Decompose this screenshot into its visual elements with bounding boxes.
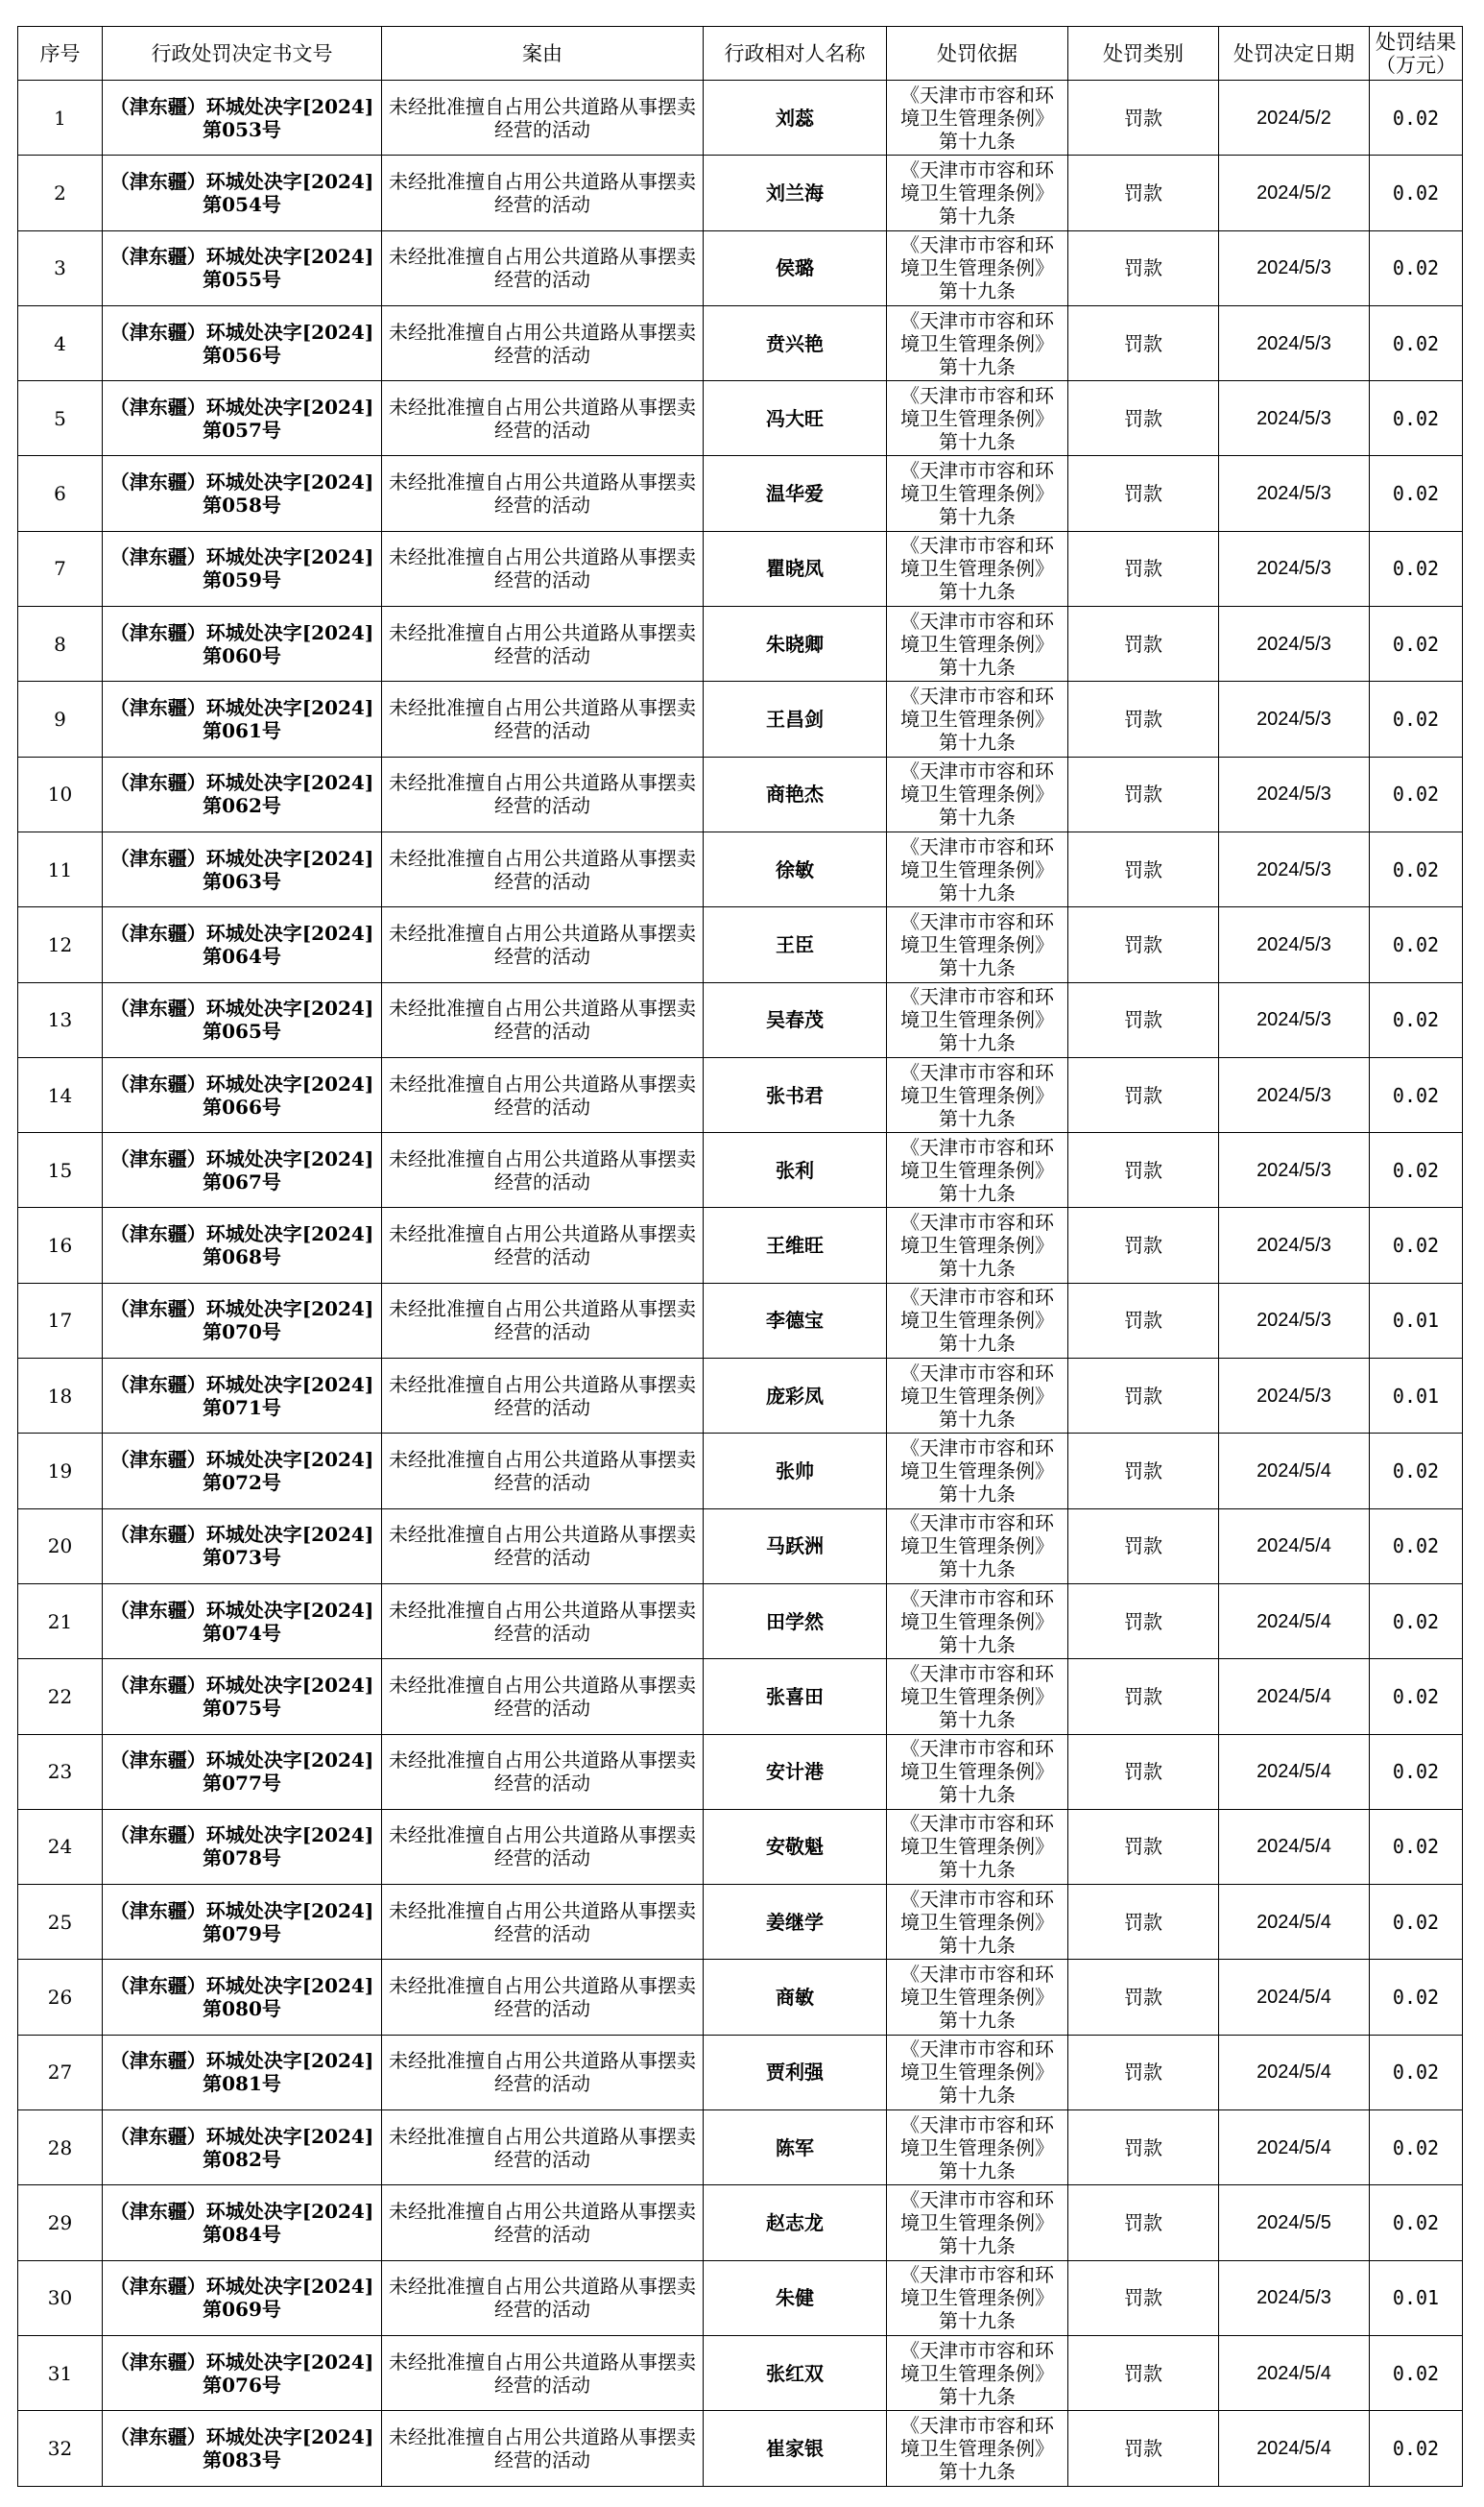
cell-date: 2024/5/4 bbox=[1219, 2035, 1370, 2109]
table-row bbox=[18, 1659, 1463, 1734]
cell-category: 罚款 bbox=[1068, 1659, 1219, 1734]
cell-amount: 0.01 bbox=[1370, 1359, 1463, 1434]
cell-basis: 《天津市市容和环境卫生管理条例》第十九条 bbox=[887, 2335, 1068, 2410]
cell-date: 2024/5/3 bbox=[1219, 456, 1370, 531]
table-row bbox=[18, 456, 1463, 531]
cell-document: （津东疆）环城处决字[2024]第058号 bbox=[103, 456, 382, 531]
cell-document: （津东疆）环城处决字[2024]第065号 bbox=[103, 982, 382, 1057]
cell-category: 罚款 bbox=[1068, 1208, 1219, 1283]
cell-amount: 0.02 bbox=[1370, 2411, 1463, 2486]
cell-category: 罚款 bbox=[1068, 2335, 1219, 2410]
cell-index: 9 bbox=[18, 682, 103, 757]
cell-category: 罚款 bbox=[1068, 2260, 1219, 2335]
cell-case: 未经批准擅自占用公共道路从事摆卖经营的活动 bbox=[382, 1960, 704, 2035]
cell-index: 7 bbox=[18, 531, 103, 606]
cell-category: 罚款 bbox=[1068, 2110, 1219, 2185]
cell-document: （津东疆）环城处决字[2024]第061号 bbox=[103, 682, 382, 757]
cell-index: 31 bbox=[18, 2335, 103, 2410]
table-row bbox=[18, 1960, 1463, 2035]
table-row bbox=[18, 1359, 1463, 1434]
cell-party: 赵志龙 bbox=[704, 2185, 887, 2260]
cell-party: 张书君 bbox=[704, 1057, 887, 1132]
cell-party: 张利 bbox=[704, 1133, 887, 1208]
cell-date: 2024/5/4 bbox=[1219, 1809, 1370, 1884]
cell-date: 2024/5/3 bbox=[1219, 2260, 1370, 2335]
header-basis: 处罚依据 bbox=[887, 27, 1068, 81]
cell-amount: 0.02 bbox=[1370, 1809, 1463, 1884]
cell-case: 未经批准擅自占用公共道路从事摆卖经营的活动 bbox=[382, 1809, 704, 1884]
cell-index: 10 bbox=[18, 757, 103, 832]
cell-amount: 0.02 bbox=[1370, 907, 1463, 982]
cell-case: 未经批准擅自占用公共道路从事摆卖经营的活动 bbox=[382, 682, 704, 757]
table-row bbox=[18, 531, 1463, 606]
cell-index: 20 bbox=[18, 1508, 103, 1583]
cell-amount: 0.02 bbox=[1370, 156, 1463, 230]
cell-document: （津东疆）环城处决字[2024]第078号 bbox=[103, 1809, 382, 1884]
cell-category: 罚款 bbox=[1068, 1734, 1219, 1809]
cell-date: 2024/5/4 bbox=[1219, 1508, 1370, 1583]
cell-basis: 《天津市市容和环境卫生管理条例》第十九条 bbox=[887, 230, 1068, 305]
cell-basis: 《天津市市容和环境卫生管理条例》第十九条 bbox=[887, 1960, 1068, 2035]
cell-amount: 0.02 bbox=[1370, 607, 1463, 682]
table-row bbox=[18, 305, 1463, 380]
cell-party: 姜继学 bbox=[704, 1885, 887, 1960]
table-row bbox=[18, 1885, 1463, 1960]
cell-amount: 0.02 bbox=[1370, 757, 1463, 832]
cell-party: 朱晓卿 bbox=[704, 607, 887, 682]
cell-category: 罚款 bbox=[1068, 607, 1219, 682]
cell-date: 2024/5/4 bbox=[1219, 1885, 1370, 1960]
cell-case: 未经批准擅自占用公共道路从事摆卖经营的活动 bbox=[382, 832, 704, 906]
cell-document: （津东疆）环城处决字[2024]第068号 bbox=[103, 1208, 382, 1283]
cell-case: 未经批准擅自占用公共道路从事摆卖经营的活动 bbox=[382, 305, 704, 380]
cell-date: 2024/5/3 bbox=[1219, 832, 1370, 906]
cell-basis: 《天津市市容和环境卫生管理条例》第十九条 bbox=[887, 305, 1068, 380]
cell-case: 未经批准擅自占用公共道路从事摆卖经营的活动 bbox=[382, 1359, 704, 1434]
table-row bbox=[18, 1734, 1463, 1809]
table-body bbox=[18, 81, 1463, 2487]
cell-category: 罚款 bbox=[1068, 305, 1219, 380]
cell-category: 罚款 bbox=[1068, 1057, 1219, 1132]
cell-case: 未经批准擅自占用公共道路从事摆卖经营的活动 bbox=[382, 982, 704, 1057]
cell-date: 2024/5/3 bbox=[1219, 607, 1370, 682]
header-document: 行政处罚决定书文号 bbox=[103, 27, 382, 81]
table-row bbox=[18, 1057, 1463, 1132]
cell-party: 崔家银 bbox=[704, 2411, 887, 2486]
cell-basis: 《天津市市容和环境卫生管理条例》第十九条 bbox=[887, 982, 1068, 1057]
cell-basis: 《天津市市容和环境卫生管理条例》第十九条 bbox=[887, 156, 1068, 230]
cell-index: 6 bbox=[18, 456, 103, 531]
cell-basis: 《天津市市容和环境卫生管理条例》第十九条 bbox=[887, 757, 1068, 832]
table-row bbox=[18, 2260, 1463, 2335]
cell-case: 未经批准擅自占用公共道路从事摆卖经营的活动 bbox=[382, 2260, 704, 2335]
cell-date: 2024/5/5 bbox=[1219, 2185, 1370, 2260]
cell-basis: 《天津市市容和环境卫生管理条例》第十九条 bbox=[887, 81, 1068, 156]
cell-index: 21 bbox=[18, 1583, 103, 1658]
cell-date: 2024/5/4 bbox=[1219, 2411, 1370, 2486]
cell-amount: 0.01 bbox=[1370, 2260, 1463, 2335]
cell-amount: 0.02 bbox=[1370, 982, 1463, 1057]
cell-category: 罚款 bbox=[1068, 832, 1219, 906]
cell-party: 李德宝 bbox=[704, 1283, 887, 1358]
cell-party: 冯大旺 bbox=[704, 381, 887, 456]
cell-index: 25 bbox=[18, 1885, 103, 1960]
cell-case: 未经批准擅自占用公共道路从事摆卖经营的活动 bbox=[382, 1583, 704, 1658]
cell-party: 商敏 bbox=[704, 1960, 887, 2035]
cell-date: 2024/5/3 bbox=[1219, 230, 1370, 305]
cell-index: 24 bbox=[18, 1809, 103, 1884]
cell-category: 罚款 bbox=[1068, 1508, 1219, 1583]
cell-date: 2024/5/3 bbox=[1219, 907, 1370, 982]
cell-amount: 0.02 bbox=[1370, 682, 1463, 757]
cell-basis: 《天津市市容和环境卫生管理条例》第十九条 bbox=[887, 381, 1068, 456]
cell-party: 王昌剑 bbox=[704, 682, 887, 757]
cell-date: 2024/5/3 bbox=[1219, 1208, 1370, 1283]
cell-party: 王臣 bbox=[704, 907, 887, 982]
cell-category: 罚款 bbox=[1068, 1133, 1219, 1208]
table-row bbox=[18, 1809, 1463, 1884]
cell-basis: 《天津市市容和环境卫生管理条例》第十九条 bbox=[887, 607, 1068, 682]
cell-amount: 0.02 bbox=[1370, 1434, 1463, 1508]
header-index: 序号 bbox=[18, 27, 103, 81]
table-row bbox=[18, 1508, 1463, 1583]
cell-document: （津东疆）环城处决字[2024]第071号 bbox=[103, 1359, 382, 1434]
cell-date: 2024/5/3 bbox=[1219, 1359, 1370, 1434]
cell-basis: 《天津市市容和环境卫生管理条例》第十九条 bbox=[887, 1283, 1068, 1358]
cell-amount: 0.02 bbox=[1370, 1057, 1463, 1132]
cell-date: 2024/5/4 bbox=[1219, 1960, 1370, 2035]
cell-index: 11 bbox=[18, 832, 103, 906]
cell-category: 罚款 bbox=[1068, 1583, 1219, 1658]
cell-party: 吴春茂 bbox=[704, 982, 887, 1057]
cell-document: （津东疆）环城处决字[2024]第074号 bbox=[103, 1583, 382, 1658]
table-row bbox=[18, 156, 1463, 230]
cell-amount: 0.02 bbox=[1370, 2335, 1463, 2410]
cell-case: 未经批准擅自占用公共道路从事摆卖经营的活动 bbox=[382, 607, 704, 682]
cell-document: （津东疆）环城处决字[2024]第064号 bbox=[103, 907, 382, 982]
cell-document: （津东疆）环城处决字[2024]第080号 bbox=[103, 1960, 382, 2035]
cell-document: （津东疆）环城处决字[2024]第054号 bbox=[103, 156, 382, 230]
table-row bbox=[18, 757, 1463, 832]
cell-document: （津东疆）环城处决字[2024]第067号 bbox=[103, 1133, 382, 1208]
table-row bbox=[18, 81, 1463, 156]
cell-basis: 《天津市市容和环境卫生管理条例》第十九条 bbox=[887, 2260, 1068, 2335]
cell-party: 商艳杰 bbox=[704, 757, 887, 832]
cell-basis: 《天津市市容和环境卫生管理条例》第十九条 bbox=[887, 1359, 1068, 1434]
table-row bbox=[18, 1583, 1463, 1658]
cell-basis: 《天津市市容和环境卫生管理条例》第十九条 bbox=[887, 456, 1068, 531]
table-row bbox=[18, 907, 1463, 982]
cell-party: 瞿晓凤 bbox=[704, 531, 887, 606]
cell-date: 2024/5/3 bbox=[1219, 1057, 1370, 1132]
table-row bbox=[18, 832, 1463, 906]
cell-basis: 《天津市市容和环境卫生管理条例》第十九条 bbox=[887, 1885, 1068, 1960]
cell-index: 13 bbox=[18, 982, 103, 1057]
cell-date: 2024/5/2 bbox=[1219, 81, 1370, 156]
table-row bbox=[18, 1434, 1463, 1508]
cell-amount: 0.02 bbox=[1370, 456, 1463, 531]
cell-basis: 《天津市市容和环境卫生管理条例》第十九条 bbox=[887, 1508, 1068, 1583]
cell-document: （津东疆）环城处决字[2024]第081号 bbox=[103, 2035, 382, 2109]
cell-document: （津东疆）环城处决字[2024]第079号 bbox=[103, 1885, 382, 1960]
header-party: 行政相对人名称 bbox=[704, 27, 887, 81]
cell-category: 罚款 bbox=[1068, 2035, 1219, 2109]
cell-index: 22 bbox=[18, 1659, 103, 1734]
cell-category: 罚款 bbox=[1068, 381, 1219, 456]
cell-document: （津东疆）环城处决字[2024]第073号 bbox=[103, 1508, 382, 1583]
cell-date: 2024/5/3 bbox=[1219, 982, 1370, 1057]
cell-amount: 0.02 bbox=[1370, 2185, 1463, 2260]
cell-document: （津东疆）环城处决字[2024]第069号 bbox=[103, 2260, 382, 2335]
cell-basis: 《天津市市容和环境卫生管理条例》第十九条 bbox=[887, 2035, 1068, 2109]
cell-date: 2024/5/4 bbox=[1219, 1734, 1370, 1809]
table-row bbox=[18, 1133, 1463, 1208]
table-row bbox=[18, 682, 1463, 757]
cell-case: 未经批准擅自占用公共道路从事摆卖经营的活动 bbox=[382, 381, 704, 456]
cell-amount: 0.02 bbox=[1370, 1583, 1463, 1658]
cell-case: 未经批准擅自占用公共道路从事摆卖经营的活动 bbox=[382, 1283, 704, 1358]
cell-index: 1 bbox=[18, 81, 103, 156]
cell-amount: 0.02 bbox=[1370, 81, 1463, 156]
cell-document: （津东疆）环城处决字[2024]第083号 bbox=[103, 2411, 382, 2486]
cell-basis: 《天津市市容和环境卫生管理条例》第十九条 bbox=[887, 1133, 1068, 1208]
cell-basis: 《天津市市容和环境卫生管理条例》第十九条 bbox=[887, 682, 1068, 757]
cell-party: 温华爱 bbox=[704, 456, 887, 531]
cell-party: 马跃洲 bbox=[704, 1508, 887, 1583]
cell-category: 罚款 bbox=[1068, 1960, 1219, 2035]
cell-case: 未经批准擅自占用公共道路从事摆卖经营的活动 bbox=[382, 2411, 704, 2486]
cell-amount: 0.02 bbox=[1370, 2110, 1463, 2185]
cell-document: （津东疆）环城处决字[2024]第066号 bbox=[103, 1057, 382, 1132]
cell-amount: 0.02 bbox=[1370, 1133, 1463, 1208]
cell-date: 2024/5/3 bbox=[1219, 682, 1370, 757]
cell-date: 2024/5/4 bbox=[1219, 2110, 1370, 2185]
cell-party: 张帅 bbox=[704, 1434, 887, 1508]
cell-party: 贾利强 bbox=[704, 2035, 887, 2109]
cell-category: 罚款 bbox=[1068, 1809, 1219, 1884]
cell-basis: 《天津市市容和环境卫生管理条例》第十九条 bbox=[887, 1208, 1068, 1283]
cell-date: 2024/5/4 bbox=[1219, 1659, 1370, 1734]
cell-case: 未经批准擅自占用公共道路从事摆卖经营的活动 bbox=[382, 1057, 704, 1132]
cell-amount: 0.02 bbox=[1370, 1208, 1463, 1283]
cell-date: 2024/5/3 bbox=[1219, 757, 1370, 832]
cell-index: 8 bbox=[18, 607, 103, 682]
cell-case: 未经批准擅自占用公共道路从事摆卖经营的活动 bbox=[382, 531, 704, 606]
table-row bbox=[18, 607, 1463, 682]
cell-index: 28 bbox=[18, 2110, 103, 2185]
cell-amount: 0.02 bbox=[1370, 1734, 1463, 1809]
cell-date: 2024/5/3 bbox=[1219, 531, 1370, 606]
cell-date: 2024/5/4 bbox=[1219, 2335, 1370, 2410]
table-row bbox=[18, 2411, 1463, 2486]
cell-case: 未经批准擅自占用公共道路从事摆卖经营的活动 bbox=[382, 1133, 704, 1208]
cell-case: 未经批准擅自占用公共道路从事摆卖经营的活动 bbox=[382, 757, 704, 832]
header-date: 处罚决定日期 bbox=[1219, 27, 1370, 81]
cell-category: 罚款 bbox=[1068, 1283, 1219, 1358]
cell-party: 庞彩凤 bbox=[704, 1359, 887, 1434]
cell-document: （津东疆）环城处决字[2024]第082号 bbox=[103, 2110, 382, 2185]
cell-category: 罚款 bbox=[1068, 81, 1219, 156]
cell-amount: 0.02 bbox=[1370, 1659, 1463, 1734]
cell-date: 2024/5/4 bbox=[1219, 1434, 1370, 1508]
cell-category: 罚款 bbox=[1068, 2185, 1219, 2260]
cell-index: 32 bbox=[18, 2411, 103, 2486]
cell-party: 张红双 bbox=[704, 2335, 887, 2410]
cell-index: 14 bbox=[18, 1057, 103, 1132]
cell-case: 未经批准擅自占用公共道路从事摆卖经营的活动 bbox=[382, 156, 704, 230]
cell-basis: 《天津市市容和环境卫生管理条例》第十九条 bbox=[887, 1434, 1068, 1508]
cell-index: 29 bbox=[18, 2185, 103, 2260]
cell-document: （津东疆）环城处决字[2024]第060号 bbox=[103, 607, 382, 682]
cell-document: （津东疆）环城处决字[2024]第072号 bbox=[103, 1434, 382, 1508]
table-row bbox=[18, 2185, 1463, 2260]
cell-index: 30 bbox=[18, 2260, 103, 2335]
cell-case: 未经批准擅自占用公共道路从事摆卖经营的活动 bbox=[382, 2035, 704, 2109]
cell-document: （津东疆）环城处决字[2024]第077号 bbox=[103, 1734, 382, 1809]
cell-amount: 0.02 bbox=[1370, 2035, 1463, 2109]
cell-party: 王维旺 bbox=[704, 1208, 887, 1283]
cell-amount: 0.02 bbox=[1370, 1885, 1463, 1960]
cell-document: （津东疆）环城处决字[2024]第063号 bbox=[103, 832, 382, 906]
cell-date: 2024/5/3 bbox=[1219, 381, 1370, 456]
cell-basis: 《天津市市容和环境卫生管理条例》第十九条 bbox=[887, 1659, 1068, 1734]
cell-index: 3 bbox=[18, 230, 103, 305]
cell-amount: 0.02 bbox=[1370, 381, 1463, 456]
cell-party: 侯璐 bbox=[704, 230, 887, 305]
table-row bbox=[18, 982, 1463, 1057]
cell-case: 未经批准擅自占用公共道路从事摆卖经营的活动 bbox=[382, 2335, 704, 2410]
cell-date: 2024/5/4 bbox=[1219, 1583, 1370, 1658]
cell-amount: 0.02 bbox=[1370, 305, 1463, 380]
cell-category: 罚款 bbox=[1068, 757, 1219, 832]
cell-index: 16 bbox=[18, 1208, 103, 1283]
cell-party: 刘蕊 bbox=[704, 81, 887, 156]
cell-document: （津东疆）环城处决字[2024]第075号 bbox=[103, 1659, 382, 1734]
header-amount: 处罚结果（万元） bbox=[1370, 27, 1463, 81]
cell-document: （津东疆）环城处决字[2024]第053号 bbox=[103, 81, 382, 156]
header-row bbox=[18, 27, 1463, 81]
cell-party: 安敬魁 bbox=[704, 1809, 887, 1884]
header-case: 案由 bbox=[382, 27, 704, 81]
cell-basis: 《天津市市容和环境卫生管理条例》第十九条 bbox=[887, 2411, 1068, 2486]
cell-case: 未经批准擅自占用公共道路从事摆卖经营的活动 bbox=[382, 2110, 704, 2185]
cell-document: （津东疆）环城处决字[2024]第055号 bbox=[103, 230, 382, 305]
cell-index: 4 bbox=[18, 305, 103, 380]
cell-document: （津东疆）环城处决字[2024]第070号 bbox=[103, 1283, 382, 1358]
table-row bbox=[18, 1208, 1463, 1283]
cell-document: （津东疆）环城处决字[2024]第062号 bbox=[103, 757, 382, 832]
cell-party: 张喜田 bbox=[704, 1659, 887, 1734]
cell-index: 26 bbox=[18, 1960, 103, 2035]
table-row bbox=[18, 2335, 1463, 2410]
table-row bbox=[18, 230, 1463, 305]
cell-category: 罚款 bbox=[1068, 456, 1219, 531]
cell-basis: 《天津市市容和环境卫生管理条例》第十九条 bbox=[887, 1734, 1068, 1809]
penalty-table bbox=[17, 26, 1463, 2487]
cell-index: 19 bbox=[18, 1434, 103, 1508]
table-row bbox=[18, 2110, 1463, 2185]
cell-case: 未经批准擅自占用公共道路从事摆卖经营的活动 bbox=[382, 81, 704, 156]
cell-category: 罚款 bbox=[1068, 1885, 1219, 1960]
cell-party: 田学然 bbox=[704, 1583, 887, 1658]
cell-case: 未经批准擅自占用公共道路从事摆卖经营的活动 bbox=[382, 2185, 704, 2260]
cell-index: 15 bbox=[18, 1133, 103, 1208]
cell-category: 罚款 bbox=[1068, 156, 1219, 230]
cell-basis: 《天津市市容和环境卫生管理条例》第十九条 bbox=[887, 531, 1068, 606]
cell-index: 17 bbox=[18, 1283, 103, 1358]
cell-case: 未经批准擅自占用公共道路从事摆卖经营的活动 bbox=[382, 1508, 704, 1583]
cell-case: 未经批准擅自占用公共道路从事摆卖经营的活动 bbox=[382, 1659, 704, 1734]
cell-case: 未经批准擅自占用公共道路从事摆卖经营的活动 bbox=[382, 1208, 704, 1283]
cell-index: 12 bbox=[18, 907, 103, 982]
cell-basis: 《天津市市容和环境卫生管理条例》第十九条 bbox=[887, 1057, 1068, 1132]
cell-basis: 《天津市市容和环境卫生管理条例》第十九条 bbox=[887, 907, 1068, 982]
cell-category: 罚款 bbox=[1068, 2411, 1219, 2486]
cell-basis: 《天津市市容和环境卫生管理条例》第十九条 bbox=[887, 1809, 1068, 1884]
cell-amount: 0.01 bbox=[1370, 1283, 1463, 1358]
cell-document: （津东疆）环城处决字[2024]第076号 bbox=[103, 2335, 382, 2410]
cell-party: 徐敏 bbox=[704, 832, 887, 906]
cell-date: 2024/5/3 bbox=[1219, 305, 1370, 380]
cell-case: 未经批准擅自占用公共道路从事摆卖经营的活动 bbox=[382, 1434, 704, 1508]
cell-index: 5 bbox=[18, 381, 103, 456]
cell-date: 2024/5/2 bbox=[1219, 156, 1370, 230]
cell-amount: 0.02 bbox=[1370, 832, 1463, 906]
cell-basis: 《天津市市容和环境卫生管理条例》第十九条 bbox=[887, 832, 1068, 906]
cell-document: （津东疆）环城处决字[2024]第084号 bbox=[103, 2185, 382, 2260]
cell-party: 刘兰海 bbox=[704, 156, 887, 230]
cell-category: 罚款 bbox=[1068, 1434, 1219, 1508]
cell-document: （津东疆）环城处决字[2024]第056号 bbox=[103, 305, 382, 380]
cell-category: 罚款 bbox=[1068, 907, 1219, 982]
cell-party: 朱健 bbox=[704, 2260, 887, 2335]
cell-case: 未经批准擅自占用公共道路从事摆卖经营的活动 bbox=[382, 456, 704, 531]
cell-case: 未经批准擅自占用公共道路从事摆卖经营的活动 bbox=[382, 907, 704, 982]
cell-category: 罚款 bbox=[1068, 531, 1219, 606]
cell-case: 未经批准擅自占用公共道路从事摆卖经营的活动 bbox=[382, 230, 704, 305]
cell-index: 23 bbox=[18, 1734, 103, 1809]
cell-amount: 0.02 bbox=[1370, 1508, 1463, 1583]
table-row bbox=[18, 2035, 1463, 2109]
cell-document: （津东疆）环城处决字[2024]第059号 bbox=[103, 531, 382, 606]
cell-basis: 《天津市市容和环境卫生管理条例》第十九条 bbox=[887, 1583, 1068, 1658]
cell-date: 2024/5/3 bbox=[1219, 1133, 1370, 1208]
table-row bbox=[18, 1283, 1463, 1358]
cell-index: 27 bbox=[18, 2035, 103, 2109]
cell-party: 陈军 bbox=[704, 2110, 887, 2185]
cell-basis: 《天津市市容和环境卫生管理条例》第十九条 bbox=[887, 2110, 1068, 2185]
table-row bbox=[18, 381, 1463, 456]
cell-amount: 0.02 bbox=[1370, 230, 1463, 305]
cell-party: 贲兴艳 bbox=[704, 305, 887, 380]
cell-category: 罚款 bbox=[1068, 682, 1219, 757]
cell-category: 罚款 bbox=[1068, 982, 1219, 1057]
cell-index: 18 bbox=[18, 1359, 103, 1434]
header-category: 处罚类别 bbox=[1068, 27, 1219, 81]
cell-amount: 0.02 bbox=[1370, 531, 1463, 606]
cell-party: 安计港 bbox=[704, 1734, 887, 1809]
cell-basis: 《天津市市容和环境卫生管理条例》第十九条 bbox=[887, 2185, 1068, 2260]
cell-document: （津东疆）环城处决字[2024]第057号 bbox=[103, 381, 382, 456]
cell-category: 罚款 bbox=[1068, 1359, 1219, 1434]
cell-amount: 0.02 bbox=[1370, 1960, 1463, 2035]
cell-case: 未经批准擅自占用公共道路从事摆卖经营的活动 bbox=[382, 1734, 704, 1809]
cell-index: 2 bbox=[18, 156, 103, 230]
cell-date: 2024/5/3 bbox=[1219, 1283, 1370, 1358]
cell-case: 未经批准擅自占用公共道路从事摆卖经营的活动 bbox=[382, 1885, 704, 1960]
cell-category: 罚款 bbox=[1068, 230, 1219, 305]
